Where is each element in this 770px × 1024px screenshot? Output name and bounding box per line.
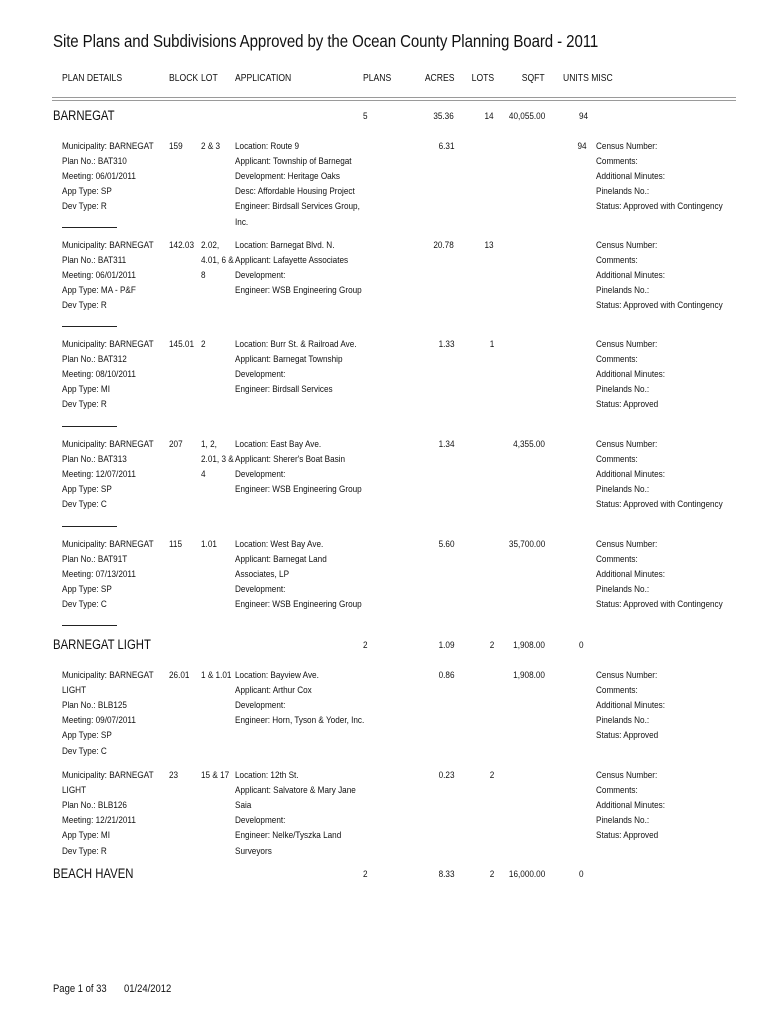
application-line: Development:: [235, 700, 286, 712]
misc-line: Additional Minutes:: [596, 469, 666, 481]
misc-line: Pinelands No.:: [596, 715, 650, 727]
plan-detail-line: Municipality: BARNEGAT: [62, 439, 154, 450]
group-total-acres: 8.33: [438, 869, 454, 880]
header-plans: PLANS: [363, 73, 392, 84]
lot-value-line: 1 & 1.01: [201, 670, 232, 681]
misc-line: Census Number:: [596, 240, 658, 251]
misc-line: Status: Approved with Contingency: [596, 300, 723, 312]
plan-detail-line: App Type: SP: [62, 730, 112, 742]
plan-detail-line: Municipality: BARNEGAT: [62, 670, 154, 681]
units-value: 94: [577, 141, 587, 152]
application-line: Applicant: Township of Barnegat: [235, 156, 352, 168]
entry-separator: [62, 227, 117, 228]
group-total-units: 0: [579, 640, 584, 651]
plan-detail-line: Meeting: 06/01/2011: [62, 171, 136, 183]
plan-detail-line: App Type: SP: [62, 186, 112, 198]
application-line: Applicant: Lafayette Associates: [235, 255, 349, 267]
acres-value: 0.23: [438, 770, 454, 781]
report-title: Site Plans and Subdivisions Approved by the Ocean County Planning Board - 2011: [53, 31, 599, 51]
group-name: BEACH HAVEN: [53, 866, 134, 881]
plan-detail-line: Municipality: BARNEGAT: [62, 770, 154, 781]
header-rule-double: [52, 100, 736, 101]
plan-detail-line: App Type: SP: [62, 584, 112, 596]
entry-separator: [62, 326, 117, 327]
misc-line: Pinelands No.:: [596, 186, 650, 198]
header-lot: LOT: [201, 73, 218, 84]
misc-line: Comments:: [596, 156, 638, 168]
plan-detail-line: App Type: MI: [62, 830, 110, 842]
block-value: 145.01: [169, 339, 194, 350]
lot-value-line: 15 & 17: [201, 770, 230, 781]
group-total-acres: 35.36: [433, 111, 454, 122]
group-total-sqft: 40,055.00: [508, 111, 545, 122]
page-footer: [53, 983, 171, 995]
application-line: Inc.: [235, 216, 249, 228]
block-value: 207: [169, 439, 183, 450]
sqft-value: 4,355.00: [513, 439, 545, 450]
lot-value-line: 2 & 3: [201, 141, 221, 152]
misc-line: Census Number:: [596, 539, 658, 550]
lot-value-line: 2: [201, 339, 206, 350]
plan-detail-line: Dev Type: R: [62, 845, 107, 857]
application-line: Location: Bayview Ave.: [235, 670, 319, 681]
application-line: Applicant: Barnegat Township: [235, 354, 343, 366]
application-line: Applicant: Salvatore & Mary Jane: [235, 785, 356, 797]
group-total-plans: 2: [363, 869, 368, 880]
entry-separator: [62, 526, 117, 527]
plan-detail-line: LIGHT: [62, 685, 87, 697]
application-line: Surveyors: [235, 845, 272, 857]
application-line: Applicant: Arthur Cox: [235, 685, 312, 697]
misc-line: Comments:: [596, 785, 638, 797]
lot-value-line: 8: [201, 270, 206, 282]
plan-detail-line: Dev Type: R: [62, 399, 107, 411]
group-name: BARNEGAT: [53, 108, 115, 123]
application-line: Applicant: Barnegat Land: [235, 554, 327, 566]
header-lots: LOTS: [471, 73, 494, 84]
group-total-lots: 14: [484, 111, 494, 122]
application-line: Engineer: WSB Engineering Group: [235, 484, 362, 496]
acres-value: 20.78: [433, 240, 454, 251]
header-rule: [52, 97, 736, 98]
misc-line: Status: Approved: [596, 399, 659, 411]
application-line: Development:: [235, 369, 286, 381]
group-total-units: 0: [579, 869, 584, 880]
acres-value: 6.31: [438, 141, 454, 152]
application-line: Location: 12th St.: [235, 770, 299, 781]
application-line: Location: West Bay Ave.: [235, 539, 324, 550]
plan-detail-line: LIGHT: [62, 785, 87, 797]
plan-detail-line: Municipality: BARNEGAT: [62, 240, 154, 251]
misc-line: Status: Approved with Contingency: [596, 599, 723, 611]
header-plan-details: PLAN DETAILS: [62, 73, 123, 84]
misc-line: Census Number:: [596, 339, 658, 350]
misc-line: Pinelands No.:: [596, 285, 650, 297]
plan-detail-line: Meeting: 09/07/2011: [62, 715, 136, 727]
acres-value: 5.60: [438, 539, 454, 550]
group-total-acres: 1.09: [438, 640, 454, 651]
lots-value: 13: [484, 240, 494, 251]
misc-line: Comments:: [596, 354, 638, 366]
block-value: 159: [169, 141, 183, 152]
group-total-sqft: 1,908.00: [513, 640, 545, 651]
misc-line: Comments:: [596, 255, 638, 267]
application-line: Engineer: WSB Engineering Group: [235, 599, 362, 611]
application-line: Associates, LP: [235, 569, 290, 581]
plan-detail-line: Plan No.: BLB125: [62, 700, 127, 712]
plan-detail-line: Meeting: 12/07/2011: [62, 469, 136, 481]
lot-value-line: 2.01, 3 &: [201, 454, 234, 466]
plan-detail-line: Municipality: BARNEGAT: [62, 339, 154, 350]
plan-detail-line: Municipality: BARNEGAT: [62, 539, 154, 550]
misc-line: Pinelands No.:: [596, 384, 650, 396]
header-application: APPLICATION: [235, 73, 292, 84]
misc-line: Census Number:: [596, 141, 658, 152]
misc-line: Status: Approved: [596, 830, 659, 842]
entry-separator: [62, 426, 117, 427]
misc-line: Additional Minutes:: [596, 700, 666, 712]
plan-detail-line: Meeting: 06/01/2011: [62, 270, 136, 282]
lot-value-line: 2.02,: [201, 240, 220, 251]
plan-detail-line: Dev Type: R: [62, 300, 107, 312]
lot-value-line: 1, 2,: [201, 439, 217, 450]
application-line: Engineer: WSB Engineering Group: [235, 285, 362, 297]
misc-line: Additional Minutes:: [596, 171, 666, 183]
plan-detail-line: Plan No.: BAT310: [62, 156, 127, 168]
group-total-sqft: 16,000.00: [508, 869, 545, 880]
plan-detail-line: App Type: SP: [62, 484, 112, 496]
group-total-plans: 5: [363, 111, 368, 122]
group-total-lots: 2: [489, 640, 494, 651]
misc-line: Status: Approved with Contingency: [596, 499, 723, 511]
misc-line: Additional Minutes:: [596, 800, 666, 812]
report-date: 01/24/2012: [123, 983, 172, 995]
group-total-lots: 2: [489, 869, 494, 880]
application-line: Applicant: Sherer's Boat Basin: [235, 454, 346, 466]
misc-line: Status: Approved with Contingency: [596, 201, 723, 213]
plan-detail-line: Dev Type: C: [62, 599, 107, 611]
plan-detail-line: Dev Type: C: [62, 499, 107, 511]
group-total-units: 94: [579, 111, 589, 122]
block-value: 23: [169, 770, 179, 781]
plan-detail-line: Meeting: 08/10/2011: [62, 369, 136, 381]
header-units-misc: UNITS MISC: [563, 73, 613, 84]
page-number: Page 1 of 33: [53, 983, 107, 995]
application-line: Development:: [235, 270, 286, 282]
header-sqft: SQFT: [522, 73, 545, 84]
entry-separator: [62, 625, 117, 626]
application-line: Location: Route 9: [235, 141, 300, 152]
lot-value-line: 4.01, 6 &: [201, 255, 234, 267]
misc-line: Additional Minutes:: [596, 369, 666, 381]
plan-detail-line: Meeting: 07/13/2011: [62, 569, 136, 581]
misc-line: Census Number:: [596, 439, 658, 450]
lot-value-line: 1.01: [201, 539, 217, 550]
plan-detail-line: Municipality: BARNEGAT: [62, 141, 154, 152]
acres-value: 1.33: [438, 339, 454, 350]
plan-detail-line: Plan No.: BAT91T: [62, 554, 128, 566]
plan-detail-line: Plan No.: BAT311: [62, 255, 127, 267]
block-value: 115: [169, 539, 183, 550]
misc-line: Additional Minutes:: [596, 569, 666, 581]
misc-line: Pinelands No.:: [596, 584, 650, 596]
plan-detail-line: App Type: MA - P&F: [62, 285, 136, 297]
acres-value: 1.34: [438, 439, 454, 450]
application-line: Development:: [235, 584, 286, 596]
application-line: Desc: Affordable Housing Project: [235, 186, 355, 198]
sqft-value: 1,908.00: [513, 670, 545, 681]
header-block: BLOCK: [169, 73, 199, 84]
plan-detail-line: Plan No.: BAT312: [62, 354, 127, 366]
application-line: Engineer: Horn, Tyson & Yoder, Inc.: [235, 715, 365, 727]
misc-line: Comments:: [596, 554, 638, 566]
group-total-plans: 2: [363, 640, 368, 651]
application-line: Engineer: Birdsall Services: [235, 384, 333, 396]
acres-value: 0.86: [438, 670, 454, 681]
group-name: BARNEGAT LIGHT: [53, 637, 151, 652]
application-line: Location: Burr St. & Railroad Ave.: [235, 339, 357, 350]
application-line: Development:: [235, 815, 286, 827]
lots-value: 1: [489, 339, 494, 350]
lot-value-line: 4: [201, 469, 206, 481]
misc-line: Pinelands No.:: [596, 484, 650, 496]
header-acres: ACRES: [424, 73, 454, 84]
plan-detail-line: Meeting: 12/21/2011: [62, 815, 136, 827]
application-line: Location: East Bay Ave.: [235, 439, 322, 450]
misc-line: Comments:: [596, 685, 638, 697]
plan-detail-line: Plan No.: BLB126: [62, 800, 127, 812]
application-line: Saia: [235, 800, 252, 812]
misc-line: Status: Approved: [596, 730, 659, 742]
misc-line: Census Number:: [596, 670, 658, 681]
misc-line: Additional Minutes:: [596, 270, 666, 282]
plan-detail-line: Dev Type: C: [62, 745, 107, 757]
application-line: Engineer: Birdsall Services Group,: [235, 201, 360, 213]
plan-detail-line: Dev Type: R: [62, 201, 107, 213]
lots-value: 2: [489, 770, 494, 781]
application-line: Development: Heritage Oaks: [235, 171, 340, 183]
application-line: Location: Barnegat Blvd. N.: [235, 240, 335, 251]
misc-line: Census Number:: [596, 770, 658, 781]
application-line: Development:: [235, 469, 286, 481]
misc-line: Comments:: [596, 454, 638, 466]
application-line: Engineer: Nelke/Tyszka Land: [235, 830, 342, 842]
plan-detail-line: Plan No.: BAT313: [62, 454, 127, 466]
block-value: 142.03: [169, 240, 194, 251]
block-value: 26.01: [169, 670, 190, 681]
sqft-value: 35,700.00: [508, 539, 545, 550]
misc-line: Pinelands No.:: [596, 815, 650, 827]
plan-detail-line: App Type: MI: [62, 384, 110, 396]
